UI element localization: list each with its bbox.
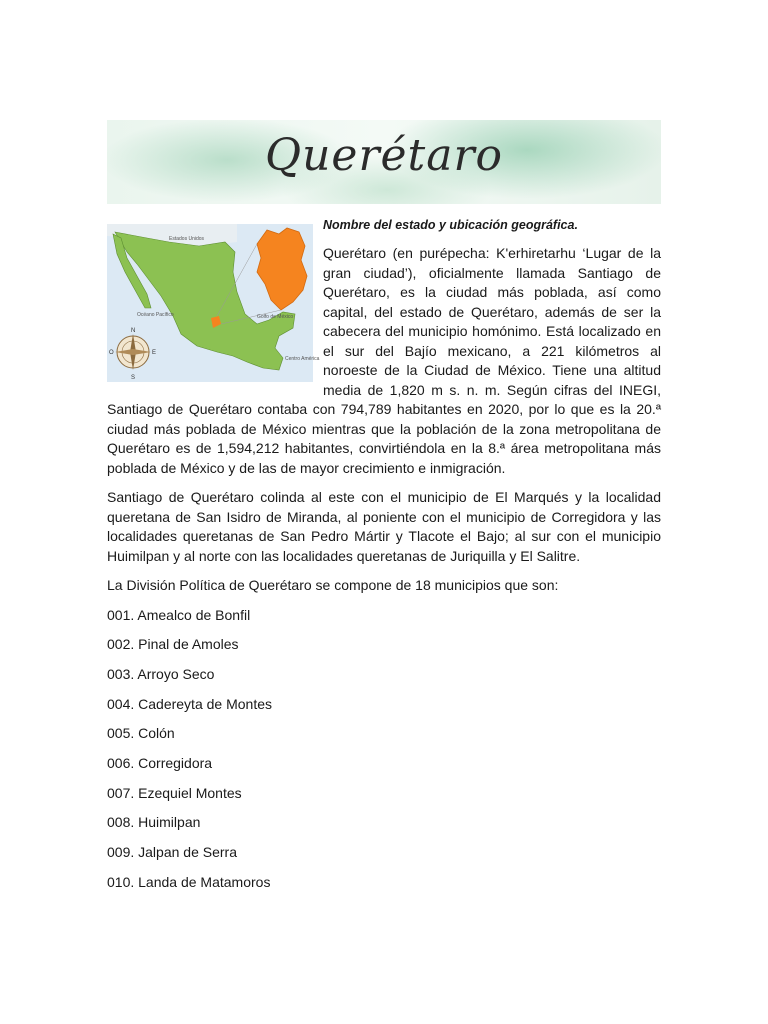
list-item: 009. Jalpan de Serra	[107, 844, 237, 860]
document-page	[107, 120, 661, 902]
list-item: 008. Huimilpan	[107, 814, 201, 831]
list-item: 006. Corregidora	[107, 754, 213, 771]
paragraph-intro: Querétaro (en purépecha: K'erhiretarhu ‘Lugar de la gran ciudad’), oficialmente llamada Santiago de Querétaro, es la ciudad más poblada, así como capital, del estado de Querétaro, además de ser la cabecera del municipio homónimo. Está localizado en el sur del Bajío mexicano, a 221 kilómetros al noroeste de la Ciudad de México. Tiene una altitud media de 1,820 m s. n. m. Según cifras del INEGI, Santiago de Querétaro contaba con 794,789 habitantes en 2020, por lo que es la 20.ª ciudad más poblada de México mientras que la población de la zona metropolitana de Querétaro es de 1,594,212 habitantes, convirtiéndola en la 8.ª área metropolitana más poblada de México y de las de mayor crecimiento e inmigración.	[107, 245, 661, 476]
list-item: 001. Amealco de Bonfil	[107, 606, 251, 623]
list-item: 002. Pinal de Amoles	[107, 636, 239, 653]
list-item: 003. Arroyo Seco	[107, 665, 215, 682]
mexico-map-graphic	[107, 224, 320, 382]
map-label-usa: Estados Unidos	[169, 236, 205, 242]
paragraph-borders: Santiago de Querétaro colinda al este con el municipio de El Marqués y la localidad queretana de San Isidro de Miranda, al poniente con el municipio de Corregidora y las localidades queretanas de San Pedro Mártir y Tlacote el Bajo; al sur con el municipio Huimilpan y al norte con las localidades queretanas de Juriquilla y El Salitre.	[107, 489, 661, 564]
list-item: 005. Colón	[107, 725, 175, 742]
map-label-central-america: Centro América	[285, 356, 320, 362]
mexico-map-image	[107, 224, 320, 382]
compass-s-label: S	[131, 375, 136, 381]
list-item: 010. Landa de Matamoros	[107, 873, 271, 890]
header-banner	[107, 120, 661, 204]
municipios-list	[107, 606, 661, 892]
map-label-gulf: Golfo de México	[257, 314, 294, 320]
compass-e-label: E	[152, 350, 157, 356]
compass-n-label: N	[131, 328, 136, 334]
banner-title: Querétaro	[265, 130, 503, 181]
list-item: 004. Cadereyta de Montes	[107, 695, 272, 712]
compass-o-label: O	[109, 350, 114, 356]
map-label-pacific: Océano Pacífico	[137, 312, 174, 318]
list-item: 007. Ezequiel Montes	[107, 784, 242, 801]
section-heading: Nombre del estado y ubicación geográfica.	[323, 218, 578, 232]
paragraph-division: La División Política de Querétaro se compone de 18 municipios que son:	[107, 577, 559, 593]
